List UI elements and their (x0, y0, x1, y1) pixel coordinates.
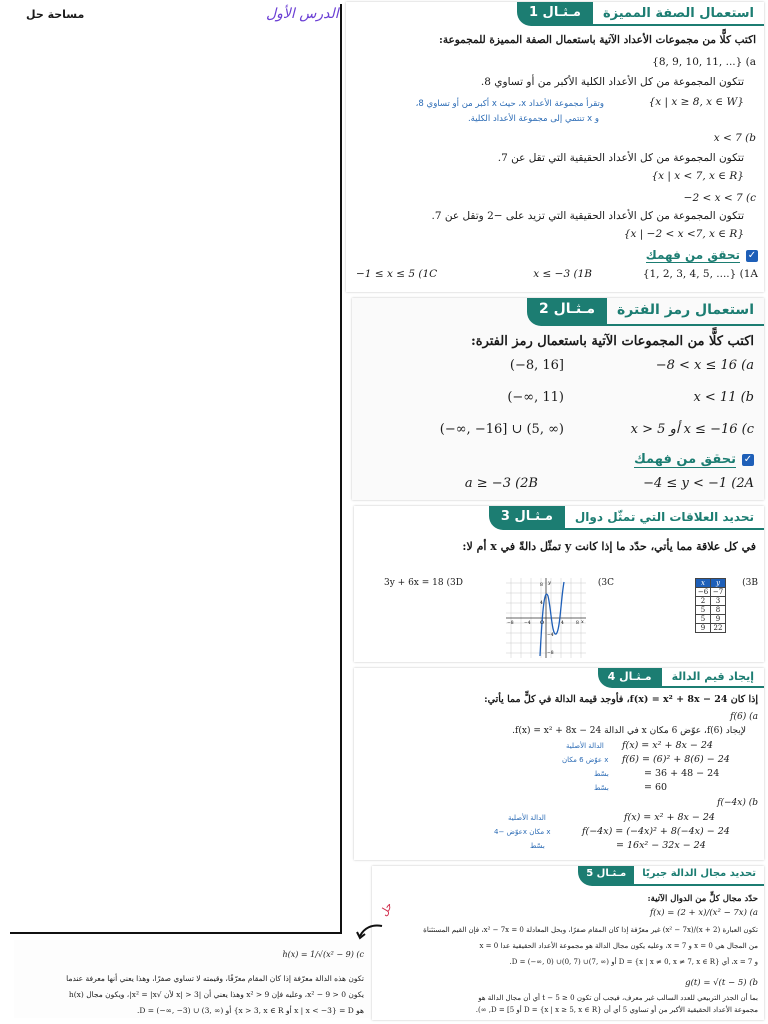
example-3-3d-label: 3y + 6x = 18 (3D (384, 578, 463, 588)
table-cell: 5 (696, 606, 711, 615)
example-5-b-line-2: مجموعة الأعداد الحقيقية الأكبر من أو تساوي 5 أي أن D = {x | x ≥ 5, x ∈ R} أو D = [5, ∞). (475, 1006, 758, 1014)
example-5-panel (372, 866, 764, 1020)
example-4-b-note-1: الدالة الأصلية (508, 814, 546, 822)
tick-label: −4 (524, 621, 531, 626)
example-4-a-intro: لإيجاد f(6)، عوّض 6 مكان x في الدالة f(x) = x² + 8x − 24. (512, 726, 746, 736)
table-cell: 9 (696, 624, 711, 633)
example-1-a-note-1: وتقرأ مجموعة الأعداد x، حيث x أكبر من أو تساوي 8، (415, 99, 604, 109)
example-1-a-note-2: و x تنتمي إلى مجموعة الأعداد الكلية. (467, 114, 599, 124)
example-5-prompt: حدّد مجال كلٍّ من الدوال الآتية: (647, 894, 758, 904)
table-cell: 3 (711, 597, 726, 606)
example-5-title: تحديد مجال الدالة جبريًا (634, 866, 764, 886)
example-1-panel (346, 2, 764, 292)
example-4-a-line-4: = 60 (644, 782, 668, 793)
example-5-c-line-3: هو D = {x | x < −3 أو x > 3, x ∈ R} أو D = (−∞, −3) ∪ (3, ∞). (136, 1006, 364, 1015)
table-row (696, 615, 726, 624)
example-4-b-note-3: بسّط (530, 842, 545, 850)
example-4-a-line-1: f(x) = x² + 8x − 24 (622, 740, 713, 751)
table-cell: 9 (711, 615, 726, 624)
axis-label-x: x (581, 619, 584, 625)
example-1-header (517, 2, 764, 26)
table-cell: −6 (696, 588, 711, 597)
table-row (696, 588, 726, 597)
example-5-a-line-1: تكون العبارة (2 + x)/(x² − 7x) غير معرّفة إذا كان المقام صفرًا، وبحل المعادلة x² − 7x = 0، فإن القيم المستثناة (423, 926, 758, 934)
check-2b: a ≥ −3 (2B (464, 476, 538, 491)
function-graph (506, 578, 586, 658)
example-5-a-line-2: من المجال هي x = 0 و x = 7، وعليه يكون مجال الدالة هو مجموعة الأعداد الحقيقية عدا x = 0 (479, 942, 758, 950)
example-4-a-line-3: = 36 + 48 − 24 (644, 768, 720, 779)
table-cell: 8 (711, 606, 726, 615)
table-cell: 2 (696, 597, 711, 606)
example-5-b-line-1: بما أن الجذر التربيعي للعدد السالب غير معرف، فيجب أن تكون t − 5 ≥ 0 أي أن مجال الدالة هو (478, 994, 758, 1002)
example-2-check-title: تحقق من فهمك (633, 452, 736, 467)
example-1-c-answer: {x | −2 < x <7, x ∈ R} (623, 228, 744, 240)
tick-label: 4 (561, 621, 564, 626)
example-5-a-line-3: و x = 7، أي D = {x | x ≠ 0, x ≠ 7, x ∈ R} أو D = (−∞, 0) ∪(0, 7) ∪(7, ∞). (509, 958, 758, 966)
example-5-header (578, 866, 764, 886)
table-row (696, 606, 726, 615)
example-4-panel (354, 668, 764, 860)
example-2-title: استعمال رمز الفترة (607, 298, 764, 326)
example-4-b-line-1: f(x) = x² + 8x − 24 (624, 812, 715, 823)
tick-label: 8 (540, 583, 543, 588)
example-4-prompt: إذا كان f(x) = x² + 8x − 24، فأوجد قيمة الدالة في كلٍّ مما يأتي: (484, 694, 758, 705)
check-1a: {1, 2, 3, 4, 5, ....} (1A (642, 268, 758, 280)
example-4-b-note-2: عوّض −4x مكان x (494, 828, 551, 836)
example-4-a-note-3: بسّط (594, 770, 609, 778)
example-3-panel (354, 506, 764, 662)
example-1-b-head: x < 7 (b (713, 132, 756, 144)
tick-label: −8 (547, 651, 554, 656)
example-4-a-head: f(6) (a (730, 712, 758, 722)
origin-label: O (540, 620, 545, 626)
tick-label: −8 (507, 621, 514, 626)
example-4-a-note-4: بسّط (594, 784, 609, 792)
table-cell: 5 (696, 615, 711, 624)
example-1-c-desc: تتكون المجموعة من كل الأعداد الحقيقية التي تزيد على −2 وتقل عن 7. (431, 210, 744, 222)
example-2-a-answer: (−8, 16] (509, 358, 564, 373)
horizontal-divider (10, 932, 342, 934)
axis-label-y: y (548, 580, 551, 586)
tick-label: −4 (547, 633, 554, 638)
example-1-c-head: −2 < x < 7 (c (683, 192, 756, 204)
lesson-label: الدرس الأول (266, 6, 339, 22)
example-2-check-header (634, 452, 754, 468)
example-3-title: تحديد العلاقات التي تمثّل دوال (565, 506, 764, 530)
example-3-badge: مـثـال 3 (489, 506, 565, 530)
example-2-b-answer: (−∞, 11) (507, 390, 564, 405)
example-3-prompt: في كل علاقة مما يأتي، حدّد ما إذا كانت y تمثّل دالةً في x أم لا: (462, 540, 756, 553)
example-1-prompt: اكتب كلًّا من مجموعات الأعداد الآتية باستعمال الصفة المميزة للمجموعة: (438, 34, 756, 46)
table-cell: −7 (711, 588, 726, 597)
example-1-a-answer: {x | x ≥ 8, x ∈ W} (648, 96, 744, 108)
example-2-b-question: x < 11 (b (693, 390, 754, 405)
example-2-header (527, 298, 764, 326)
curved-arrow-icon (356, 922, 386, 940)
handwritten-annotation: حل (378, 900, 396, 919)
example-1-title: استعمال الصفة المميزة (593, 2, 764, 26)
table-header-x: x (696, 579, 711, 588)
example-5-a-head: f(x) = (2 + x)/(x² − 7x) (a (650, 908, 758, 918)
checkmark-icon: ✓ (747, 249, 757, 261)
check-1c: −1 ≤ x ≤ 5 (1C (356, 268, 438, 280)
check-1b: x ≤ −3 (1B (533, 268, 592, 280)
solution-space-label: مساحة حل (26, 8, 85, 21)
table-row (696, 597, 726, 606)
example-3-3b-label: (3B (742, 578, 758, 588)
relation-table (695, 578, 726, 633)
example-2-prompt: اكتب كلًّا من المجموعات الآتية باستعمال رمز الفترة: (470, 334, 754, 349)
tick-label: 8 (576, 621, 579, 626)
example-5-badge: مـثـال 5 (578, 866, 634, 886)
table-cell: 22 (711, 624, 726, 633)
example-4-b-line-2: f(−4x) = (−4x)² + 8(−4x) − 24 (582, 826, 730, 837)
example-1-check-header (646, 248, 758, 263)
example-5-c-box (14, 940, 370, 1018)
example-4-a-line-2: f(6) = (6)² + 8(6) − 24 (622, 754, 730, 765)
example-2-c-question: x > 5 أو x ≤ −16 (c (630, 422, 754, 437)
example-3-3c-label: (3C (597, 578, 614, 588)
example-2-a-question: −8 < x ≤ 16 (a (655, 358, 754, 373)
example-4-b-line-3: = 16x² − 32x − 24 (616, 840, 706, 851)
checkmark-icon: ✓ (743, 454, 753, 465)
example-4-header (598, 668, 764, 688)
example-4-title: إيجاد قيم الدالة (662, 668, 764, 688)
example-5-c-head: h(x) = 1/√(x² − 9) (c (282, 950, 364, 959)
example-5-c-line-2: يكون x² − 9 > 0، وعليه فإن x² > 9 وهذا يعني أن |x| > 3 لأن √x² = |x|، ويكون مجال h(x) (68, 990, 364, 999)
example-5-c-line-1: تكون هذه الدالة معرّفة إذا كان المقام معرّفًا، وقيمته لا تساوي صفرًا، وهذا يعني أنها معرفة عندما (66, 974, 364, 983)
example-4-b-head: f(−4x) (b (717, 798, 758, 808)
example-2-c-answer: (−∞, −16] ∪ (5, ∞) (439, 422, 564, 437)
tick-label: 4 (540, 601, 543, 606)
vertical-divider (340, 4, 342, 934)
example-1-badge: مـثـال 1 (517, 2, 593, 26)
check-2a: −4 ≤ y < −1 (2A (643, 476, 754, 491)
table-header-y: y (711, 579, 726, 588)
example-4-badge: مـثـال 4 (598, 668, 662, 688)
example-5-b-head: g(t) = √(t − 5) (b (685, 978, 758, 988)
example-3-header (489, 506, 764, 530)
example-1-check-title: تحقق من فهمك (645, 248, 740, 262)
example-1-a-set: {8, 9, 10, 11, ...} (a (652, 56, 756, 68)
example-4-a-note-1: الدالة الأصلية (566, 742, 604, 750)
example-2-badge: مـثـال 2 (527, 298, 607, 326)
example-2-panel (352, 298, 764, 500)
example-1-a-desc: تتكون المجموعة من كل الأعداد الكلية الأكبر من أو تساوي 8. (480, 76, 744, 88)
example-1-b-answer: {x | x < 7, x ∈ R} (651, 170, 744, 182)
example-1-b-desc: تتكون المجموعة من كل الأعداد الحقيقية التي تقل عن 7. (497, 152, 744, 164)
example-4-a-note-2: عوّض 6 مكان x (562, 756, 609, 764)
table-row (696, 624, 726, 633)
